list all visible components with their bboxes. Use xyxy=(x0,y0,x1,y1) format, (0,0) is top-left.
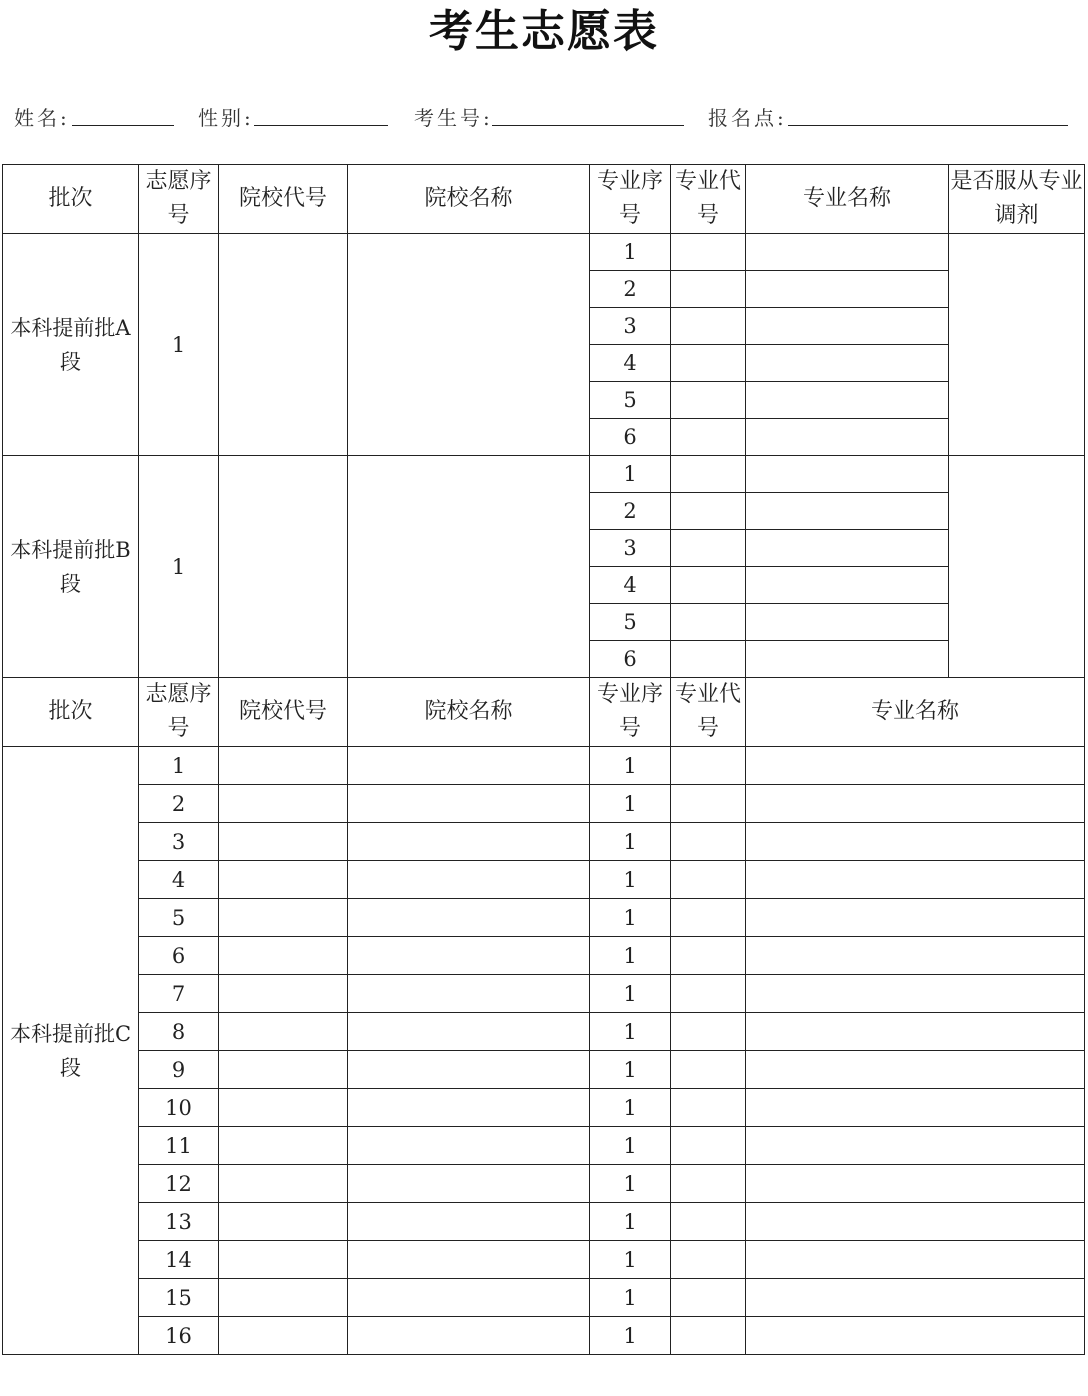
major-code-input[interactable] xyxy=(671,861,746,899)
major-code-input[interactable] xyxy=(671,1279,746,1317)
major-no-cell: 1 xyxy=(590,1165,671,1203)
section-c-row xyxy=(3,785,1085,823)
section-c-row xyxy=(3,1127,1085,1165)
major-name-input[interactable] xyxy=(746,456,949,493)
section-c-row xyxy=(3,1279,1085,1317)
major-name-input[interactable] xyxy=(746,493,949,530)
registration-site-label: 报名点: xyxy=(708,106,787,130)
major-name-input[interactable] xyxy=(746,975,1085,1013)
volunteer-no-cell: 11 xyxy=(139,1127,219,1165)
school-name-input[interactable] xyxy=(348,1013,590,1051)
volunteer-no-cell: 7 xyxy=(139,975,219,1013)
school-name-input[interactable] xyxy=(348,1127,590,1165)
school-name-input[interactable] xyxy=(348,1051,590,1089)
exam-no-input[interactable] xyxy=(492,125,684,126)
major-code-input[interactable] xyxy=(671,419,746,456)
major-no-cell: 1 xyxy=(590,1203,671,1241)
major-code-input[interactable] xyxy=(671,382,746,419)
section-c-row xyxy=(3,1051,1085,1089)
school-name-input[interactable] xyxy=(348,937,590,975)
major-no-cell: 1 xyxy=(590,1013,671,1051)
school-name-input[interactable] xyxy=(348,1241,590,1279)
school-name-input[interactable] xyxy=(348,975,590,1013)
school-code-input[interactable] xyxy=(219,1165,348,1203)
section-c-row xyxy=(3,823,1085,861)
school-name-input-a[interactable] xyxy=(348,234,590,456)
section-c-row xyxy=(3,1203,1085,1241)
volunteer-no-cell: 12 xyxy=(139,1165,219,1203)
volunteer-no-cell: 10 xyxy=(139,1089,219,1127)
batch-a: 本科提前批A段 xyxy=(3,234,139,456)
col-adjust: 是否服从专业调剂 xyxy=(949,165,1085,234)
major-no-cell: 6 xyxy=(590,641,671,678)
col-major-no: 专业序号 xyxy=(590,678,671,747)
section-c-row xyxy=(3,1241,1085,1279)
volunteer-no-b: 1 xyxy=(139,456,219,678)
major-no-cell: 1 xyxy=(590,456,671,493)
major-code-input[interactable] xyxy=(671,271,746,308)
major-name-input[interactable] xyxy=(746,1051,1085,1089)
header-row-c xyxy=(3,678,1085,747)
section-c-row xyxy=(3,937,1085,975)
school-code-input[interactable] xyxy=(219,823,348,861)
major-name-input[interactable] xyxy=(746,234,949,271)
section-c-row xyxy=(3,975,1085,1013)
school-name-input-b[interactable] xyxy=(348,456,590,678)
section-c-row xyxy=(3,861,1085,899)
col-batch: 批次 xyxy=(3,165,139,234)
school-code-input[interactable] xyxy=(219,785,348,823)
section-c-row xyxy=(3,747,1085,785)
section-c-row xyxy=(3,1317,1085,1355)
major-code-input[interactable] xyxy=(671,1013,746,1051)
section-c-row xyxy=(3,1165,1085,1203)
school-code-input[interactable] xyxy=(219,747,348,785)
major-name-input[interactable] xyxy=(746,271,949,308)
major-no-cell: 3 xyxy=(590,308,671,345)
major-code-input[interactable] xyxy=(671,1165,746,1203)
major-no-cell: 6 xyxy=(590,419,671,456)
major-name-input[interactable] xyxy=(746,1013,1085,1051)
volunteer-no-cell: 3 xyxy=(139,823,219,861)
major-no-cell: 1 xyxy=(590,899,671,937)
col-school-code: 院校代号 xyxy=(219,678,348,747)
major-code-input[interactable] xyxy=(671,1089,746,1127)
major-name-input[interactable] xyxy=(746,567,949,604)
school-code-input-b[interactable] xyxy=(219,456,348,678)
major-name-input[interactable] xyxy=(746,382,949,419)
major-name-input[interactable] xyxy=(746,1317,1085,1355)
major-no-cell: 3 xyxy=(590,530,671,567)
major-code-input[interactable] xyxy=(671,747,746,785)
major-name-input[interactable] xyxy=(746,1089,1085,1127)
section-c-row xyxy=(3,1013,1085,1051)
major-code-input[interactable] xyxy=(671,899,746,937)
major-code-input[interactable] xyxy=(671,1203,746,1241)
col-major-code: 专业代号 xyxy=(671,678,746,747)
volunteer-no-cell: 2 xyxy=(139,785,219,823)
major-name-input[interactable] xyxy=(746,530,949,567)
volunteer-no-cell: 8 xyxy=(139,1013,219,1051)
major-code-input[interactable] xyxy=(671,975,746,1013)
major-name-input[interactable] xyxy=(746,641,949,678)
major-name-input[interactable] xyxy=(746,308,949,345)
school-code-input[interactable] xyxy=(219,1013,348,1051)
volunteer-no-cell: 6 xyxy=(139,937,219,975)
major-name-input[interactable] xyxy=(746,604,949,641)
volunteer-no-cell: 15 xyxy=(139,1279,219,1317)
volunteer-no-cell: 14 xyxy=(139,1241,219,1279)
major-no-cell: 4 xyxy=(590,345,671,382)
major-code-input[interactable] xyxy=(671,604,746,641)
volunteer-no-cell: 9 xyxy=(139,1051,219,1089)
col-batch: 批次 xyxy=(3,678,139,747)
section-b-row xyxy=(3,456,1085,493)
major-no-cell: 1 xyxy=(590,1317,671,1355)
batch-b: 本科提前批B段 xyxy=(3,456,139,678)
major-no-cell: 4 xyxy=(590,567,671,604)
major-no-cell: 1 xyxy=(590,823,671,861)
major-name-input[interactable] xyxy=(746,747,1085,785)
major-no-cell: 5 xyxy=(590,382,671,419)
school-code-input[interactable] xyxy=(219,1317,348,1355)
major-code-input[interactable] xyxy=(671,234,746,271)
section-a-row xyxy=(3,234,1085,271)
name-input[interactable] xyxy=(72,125,174,126)
major-code-input[interactable] xyxy=(671,308,746,345)
major-no-cell: 1 xyxy=(590,937,671,975)
col-school-name: 院校名称 xyxy=(348,165,590,234)
major-name-input[interactable] xyxy=(746,419,949,456)
major-no-cell: 1 xyxy=(590,1279,671,1317)
col-school-name: 院校名称 xyxy=(348,678,590,747)
school-code-input[interactable] xyxy=(219,861,348,899)
school-name-input[interactable] xyxy=(348,1203,590,1241)
exam-no-field xyxy=(414,100,686,130)
major-code-input[interactable] xyxy=(671,567,746,604)
major-no-cell: 1 xyxy=(590,975,671,1013)
batch-c: 本科提前批C段 xyxy=(3,747,139,1355)
major-code-input[interactable] xyxy=(671,493,746,530)
major-no-cell: 5 xyxy=(590,604,671,641)
header-row-ab xyxy=(3,165,1085,234)
volunteer-no-cell: 1 xyxy=(139,747,219,785)
major-no-cell: 1 xyxy=(590,785,671,823)
major-no-cell: 1 xyxy=(590,1127,671,1165)
col-major-code: 专业代号 xyxy=(671,165,746,234)
school-code-input[interactable] xyxy=(219,1203,348,1241)
registration-site-input[interactable] xyxy=(788,125,1068,126)
volunteer-no-cell: 16 xyxy=(139,1317,219,1355)
school-name-input[interactable] xyxy=(348,1165,590,1203)
school-code-input[interactable] xyxy=(219,1089,348,1127)
school-name-input[interactable] xyxy=(348,1317,590,1355)
volunteer-no-cell: 5 xyxy=(139,899,219,937)
major-code-input[interactable] xyxy=(671,1127,746,1165)
school-name-input[interactable] xyxy=(348,823,590,861)
major-name-input[interactable] xyxy=(746,823,1085,861)
adjust-input-b[interactable] xyxy=(949,456,1085,678)
section-c-row xyxy=(3,899,1085,937)
major-no-cell: 2 xyxy=(590,493,671,530)
major-code-input[interactable] xyxy=(671,641,746,678)
major-name-input[interactable] xyxy=(746,1241,1085,1279)
gender-label: 性别: xyxy=(198,106,254,130)
major-no-cell: 1 xyxy=(590,234,671,271)
major-code-input[interactable] xyxy=(671,530,746,567)
adjust-input-a[interactable] xyxy=(949,234,1085,456)
major-name-input[interactable] xyxy=(746,1165,1085,1203)
school-code-input[interactable] xyxy=(219,975,348,1013)
name-label: 姓名: xyxy=(14,106,70,130)
school-code-input-a[interactable] xyxy=(219,234,348,456)
major-no-cell: 1 xyxy=(590,747,671,785)
section-c-row xyxy=(3,1089,1085,1127)
major-code-input[interactable] xyxy=(671,456,746,493)
major-code-input[interactable] xyxy=(671,937,746,975)
school-code-input[interactable] xyxy=(219,1051,348,1089)
volunteer-table xyxy=(2,164,1085,1355)
col-volunteer-no: 志愿序号 xyxy=(139,165,219,234)
col-volunteer-no: 志愿序号 xyxy=(139,678,219,747)
major-code-input[interactable] xyxy=(671,1317,746,1355)
major-code-input[interactable] xyxy=(671,823,746,861)
col-major-name: 专业名称 xyxy=(746,165,949,234)
major-name-input[interactable] xyxy=(746,1279,1085,1317)
school-code-input[interactable] xyxy=(219,1241,348,1279)
school-code-input[interactable] xyxy=(219,1127,348,1165)
volunteer-no-cell: 13 xyxy=(139,1203,219,1241)
col-school-code: 院校代号 xyxy=(219,165,348,234)
school-name-input[interactable] xyxy=(348,747,590,785)
school-code-input[interactable] xyxy=(219,899,348,937)
major-no-cell: 1 xyxy=(590,1051,671,1089)
table-body xyxy=(3,165,1085,1355)
major-no-cell: 1 xyxy=(590,861,671,899)
major-no-cell: 2 xyxy=(590,271,671,308)
major-code-input[interactable] xyxy=(671,345,746,382)
volunteer-no-a: 1 xyxy=(139,234,219,456)
major-name-input[interactable] xyxy=(746,861,1085,899)
major-no-cell: 1 xyxy=(590,1241,671,1279)
major-name-input[interactable] xyxy=(746,1203,1085,1241)
major-name-input[interactable] xyxy=(746,1127,1085,1165)
major-no-cell: 1 xyxy=(590,1089,671,1127)
major-code-input[interactable] xyxy=(671,785,746,823)
major-name-input[interactable] xyxy=(746,899,1085,937)
col-major-no: 专业序号 xyxy=(590,165,671,234)
gender-field xyxy=(198,100,392,130)
major-name-input[interactable] xyxy=(746,345,949,382)
col-major-name: 专业名称 xyxy=(746,678,1085,747)
school-name-input[interactable] xyxy=(348,1279,590,1317)
school-code-input[interactable] xyxy=(219,937,348,975)
volunteer-no-cell: 4 xyxy=(139,861,219,899)
exam-no-label: 考生号: xyxy=(414,106,493,130)
major-code-input[interactable] xyxy=(671,1241,746,1279)
school-code-input[interactable] xyxy=(219,1279,348,1317)
major-name-input[interactable] xyxy=(746,937,1085,975)
major-code-input[interactable] xyxy=(671,1051,746,1089)
school-name-input[interactable] xyxy=(348,785,590,823)
major-name-input[interactable] xyxy=(746,785,1085,823)
gender-input[interactable] xyxy=(254,125,388,126)
name-field xyxy=(14,100,176,130)
school-name-input[interactable] xyxy=(348,861,590,899)
school-name-input[interactable] xyxy=(348,1089,590,1127)
school-name-input[interactable] xyxy=(348,899,590,937)
registration-site-field xyxy=(708,100,1070,130)
form-title: 考生志愿表 xyxy=(429,6,659,57)
